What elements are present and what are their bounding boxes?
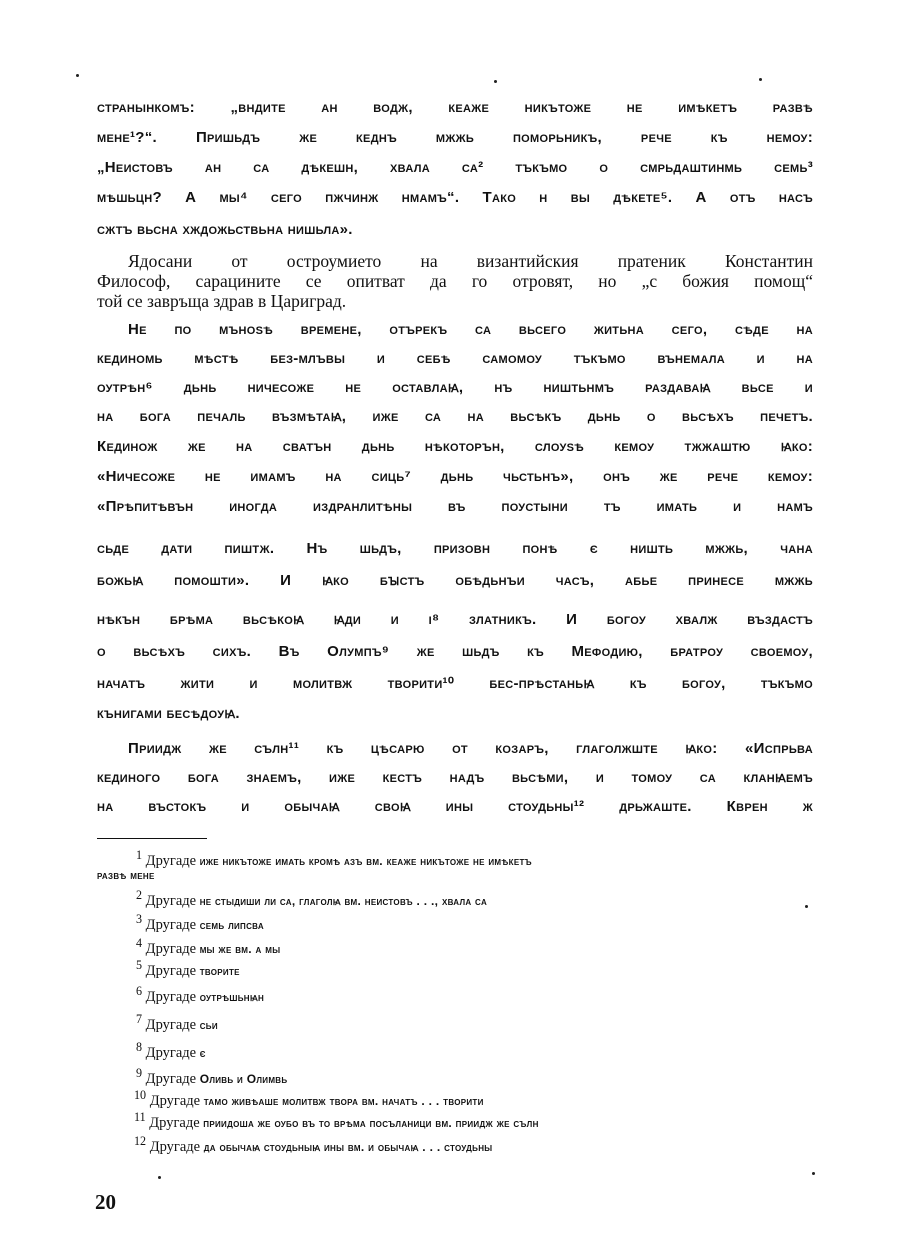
footnote-divider [97, 838, 207, 839]
footnote-number: 11 [134, 1110, 146, 1124]
footnote [136, 985, 264, 1004]
text-line: на бога печаль възмѣтаꙗ, иже са на вьсѣкъ дьнь о вьсѣхъ печетъ. [97, 408, 813, 425]
footnote-label: Другаде [149, 1114, 200, 1131]
text-line: «Прѣпитѣвън иногда издранлитѣны въ поустыни тъ имать и намъ [97, 498, 813, 515]
summary-line: Философ, сарацините се опитват да го отровят, но „с божия помощ“ [97, 271, 813, 291]
text-line: божьꙗ помошти». И ꙗко бꙑстъ обѣдьнъи часъ, абье принесе мжжь [97, 572, 813, 589]
summary-line: Ядосани от остроумието на византийския пратеник Константин [128, 251, 813, 271]
text-line: странынкомъ: „вндите ан водж, кеаже никътоже не имѣкетъ развѣ [97, 99, 813, 116]
footnote-label: Другаде [145, 1016, 197, 1033]
footnote-number: 4 [136, 936, 143, 950]
footnote-label: Другаде [145, 916, 197, 933]
footnote [136, 889, 487, 908]
footnote-text: мы же вм. а мы [199, 941, 281, 956]
footnote [136, 937, 280, 956]
text-line: Приидж же сълн¹¹ къ цѣсарю от козаръ, глаголжште ꙗко: «Испрьва [128, 740, 813, 757]
footnote-number: 10 [134, 1088, 147, 1102]
page-number: 20 [95, 1190, 116, 1214]
text-line: кединого бога знаемъ, иже кестъ надъ вьсѣми, и томоу са кланꙗемъ [97, 769, 813, 786]
footnote [97, 868, 155, 883]
footnote-text: иже никътоже имать кромѣ азъ вм. кеаже никътоже не имѣкетъ [199, 853, 532, 868]
footnote-text: приидоша же оубо въ то врѣма посъланици вм. приидж же сълн [203, 1115, 539, 1130]
scan-speck [812, 1172, 815, 1175]
text-line: начатъ жити и молитвж творити¹⁰ бес-прѣстаньꙗ къ богоу, тъкъмо [97, 675, 813, 692]
scan-speck [494, 80, 497, 83]
footnote [136, 913, 264, 932]
scan-speck [759, 78, 762, 81]
footnote [134, 1135, 492, 1154]
footnote-label: Другаде [145, 988, 197, 1005]
text-line: Кединож же на сватън дьнь нѣкоторън, слоуѕѣ кемоу тжжаштю ꙗко: [97, 438, 813, 455]
footnote-label: Другаде [149, 1092, 201, 1109]
footnote-text: сьи [199, 1017, 218, 1032]
footnote-number: 7 [136, 1012, 143, 1026]
text-line: сьде дати пиштж. Нъ шьдъ, призовн понѣ є ништь мжжь, чана [97, 540, 813, 557]
footnote-number: 8 [136, 1040, 143, 1054]
scan-speck [158, 1176, 161, 1179]
footnote-number: 12 [134, 1134, 147, 1148]
footnote-text: творите [199, 963, 240, 978]
footnote [134, 1089, 484, 1108]
footnote-label: Другаде [145, 892, 197, 909]
text-line: «Ничесоже не имамъ на сиць⁷ дьнь чьстьнъ», онъ же рече кемоу: [97, 468, 813, 485]
footnote-number: 1 [136, 848, 143, 862]
footnote-text: є [199, 1045, 206, 1060]
footnote-label: Другаде [145, 940, 197, 957]
footnote-number: 3 [136, 912, 143, 926]
summary-line: той се завръща здрав в Цариград. [97, 291, 347, 311]
footnote-number: 9 [136, 1066, 143, 1080]
footnote-label: Другаде [149, 1138, 201, 1155]
text-line: нѣкън брѣма вьсѣкоꙗ ꙗди и і⁸ златникъ. И богоу хвалж въздастъ [97, 611, 813, 628]
footnote-number: 6 [136, 984, 143, 998]
footnote [136, 849, 532, 868]
footnote-label: Другаде [145, 1070, 197, 1087]
footnote-text: да обычаꙗ стоудьныꙗ ины вм. и обычаꙗ . . . стоудьны [203, 1139, 493, 1154]
footnote-text: оутрѣшьнꙗн [199, 989, 265, 1004]
text-line: кънигами бесѣдоуꙗ. [97, 705, 240, 722]
scan-speck [805, 905, 808, 908]
text-line: „Неистовъ ан са дѣкешн, хвала са² тъкъмо о смрьдаштинмь семь³ [97, 159, 813, 176]
scan-speck [76, 74, 79, 77]
text-line: оутрѣн⁶ дьнь ничесоже не оставлаꙗ, нъ ништьнмъ раздаваꙗ вьсе и [97, 379, 813, 396]
footnote-number: 5 [136, 958, 143, 972]
footnote-label: Другаде [145, 962, 197, 979]
text-line: мене¹?“. Пришьдъ же кеднъ мжжь поморьникъ, рече къ немоу: [97, 129, 813, 146]
footnote [136, 1041, 206, 1060]
footnote-number: 2 [136, 888, 143, 902]
text-line: сжтъ вьсна хждожьствьна нишьла». [97, 221, 353, 238]
footnote-label: Другаде [145, 1044, 197, 1061]
footnote-text: Олиbь и Олимbь [199, 1071, 288, 1086]
text-line: кединомь мѣстѣ без-млъвы и себѣ самомоу тъкъмо вънемала и на [97, 350, 813, 367]
footnote-text: семь липсва [199, 917, 264, 932]
footnote-text: развѣ мене [97, 868, 155, 882]
footnote [136, 1067, 287, 1086]
text-line: мѣшьцн? А мы⁴ сего пжчинж нмамъ“. Тако н вы дѣкете⁵. А отъ насъ [97, 189, 813, 206]
footnote-text: не стыдиши ли са, глаголꙗ вм. неистовъ . . ., хвала са [199, 893, 488, 908]
text-line: Не по мъноѕѣ времене, отърекъ са вьсего житьна сего, сѣде на [128, 321, 813, 338]
footnote-label: Другаде [145, 852, 197, 869]
footnote [134, 1111, 539, 1130]
text-line: на въстокъ и обычаꙗ своꙗ ины стоудьны¹² дрьжаште. Кврен ж [97, 798, 813, 815]
footnote [136, 959, 240, 978]
footnote-text: тамо живѣаше молитвж твора вм. начатъ . . . творити [203, 1093, 484, 1108]
footnote [136, 1013, 218, 1032]
text-line: о вьсѣхъ сихъ. Въ Олумпъ⁹ же шьдъ къ Мефодию, братроу своемоу, [97, 643, 813, 660]
